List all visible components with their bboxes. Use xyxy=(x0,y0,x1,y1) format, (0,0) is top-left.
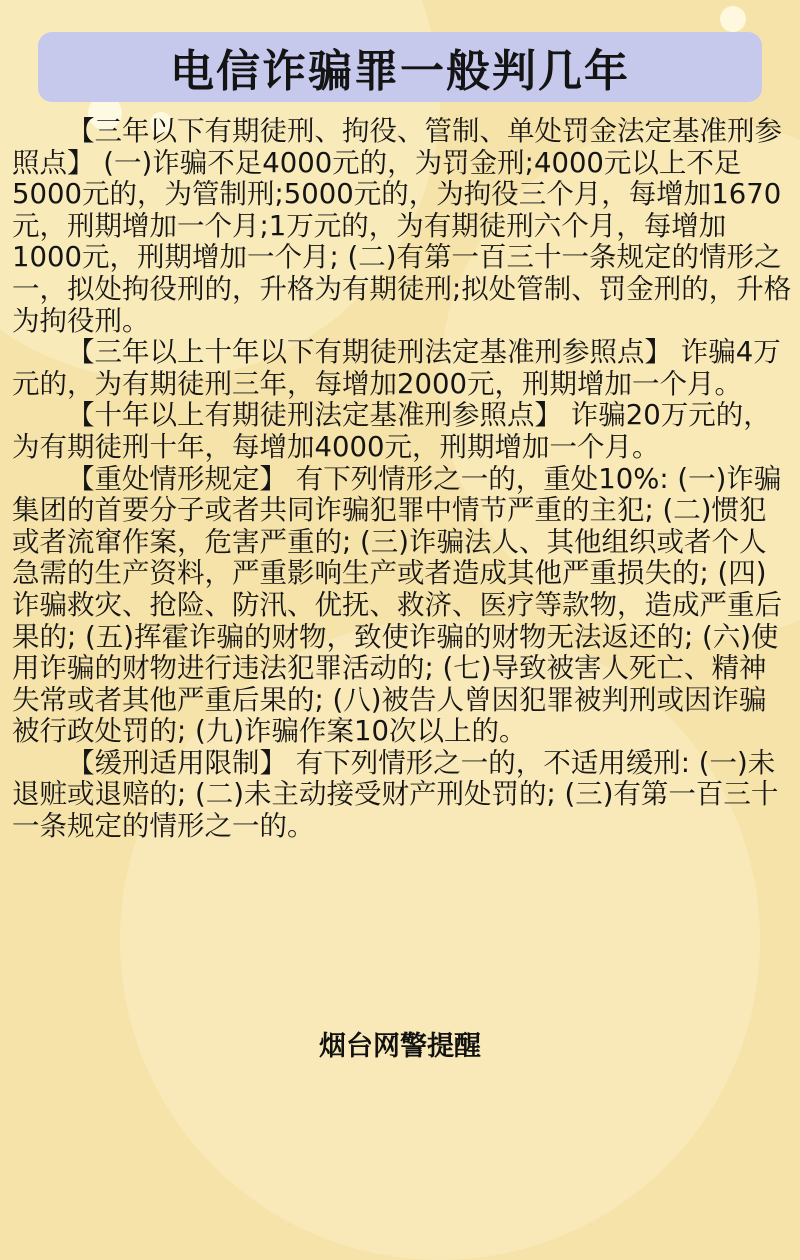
section-body: 有下列情形之一的，重处10%: (一)诈骗集团的首要分子或者共同诈骗犯罪中情节严重的主犯; (二)惯犯或者流窜作案，危害严重的; (三)诈骗法人、其他组织或者个人急需的生产资料，严重影响生产或者造成其他严重损失的; (四)诈骗救灾、抢险、防汛、优抚、救济、医疗等款物，造成严重后果的; (五)挥霍诈骗的财物，致使诈骗的财物无法返还的; (六)使用诈骗的财物进行违法犯罪活动的; (七)导致被害人死亡、精神失常或者其他严重后果的; (八)被告人曾因犯罪被判刑或因诈骗被行政处罚的; (九)诈骗作案10次以上的。 xyxy=(12,462,782,748)
section-body: 诈骗20万元的，为有期徒刑十年，每增加4000元，刑期增加一个月。 xyxy=(12,399,771,463)
section-body: 诈骗4万元的，为有期徒刑三年，每增加2000元，刑期增加一个月。 xyxy=(12,336,781,400)
section-body: 有下列情形之一的，不适用缓刑: (一)未退赃或退赔的; (二)未主动接受财产刑处罚的; (三)有第一百三十一条规定的情形之一的。 xyxy=(12,746,779,843)
paragraph-3-to-10-years xyxy=(12,337,792,400)
section-heading: 【重处情形规定】 xyxy=(67,462,287,495)
paragraph-aggravating-circumstances xyxy=(12,464,792,748)
paragraph-probation-limits xyxy=(12,748,792,843)
paragraph-misdemeanor-baseline xyxy=(12,116,792,337)
title-banner xyxy=(38,32,762,102)
article-body xyxy=(12,116,792,843)
section-body: (一)诈骗不足4000元的，为罚金刑;4000元以上不足5000元的，为管制刑;5000元的，为拘役三个月，每增加1670元，刑期增加一个月;1万元的，为有期徒刑六个月，每增加1000元，刑期增加一个月; (二)有第一百三十一条规定的情形之一，拟处拘役刑的，升格为有期徒刑;拟处管制、罚金刑的，升格为拘役刑。 xyxy=(12,146,792,337)
page-title: 电信诈骗罪一般判几年 xyxy=(170,46,630,97)
section-heading: 【三年以下有期徒刑、拘役、管制、单处罚金法定基准刑参照点】 xyxy=(12,115,782,179)
paragraph-over-10-years xyxy=(12,400,792,463)
decorative-bubble xyxy=(720,6,746,32)
footer-signature: 烟台网警提醒 xyxy=(319,1031,481,1062)
section-heading: 【三年以上十年以下有期徒刑法定基准刑参照点】 xyxy=(67,336,672,369)
section-heading: 【十年以上有期徒刑法定基准刑参照点】 xyxy=(67,399,562,432)
section-heading: 【缓刑适用限制】 xyxy=(67,746,287,779)
